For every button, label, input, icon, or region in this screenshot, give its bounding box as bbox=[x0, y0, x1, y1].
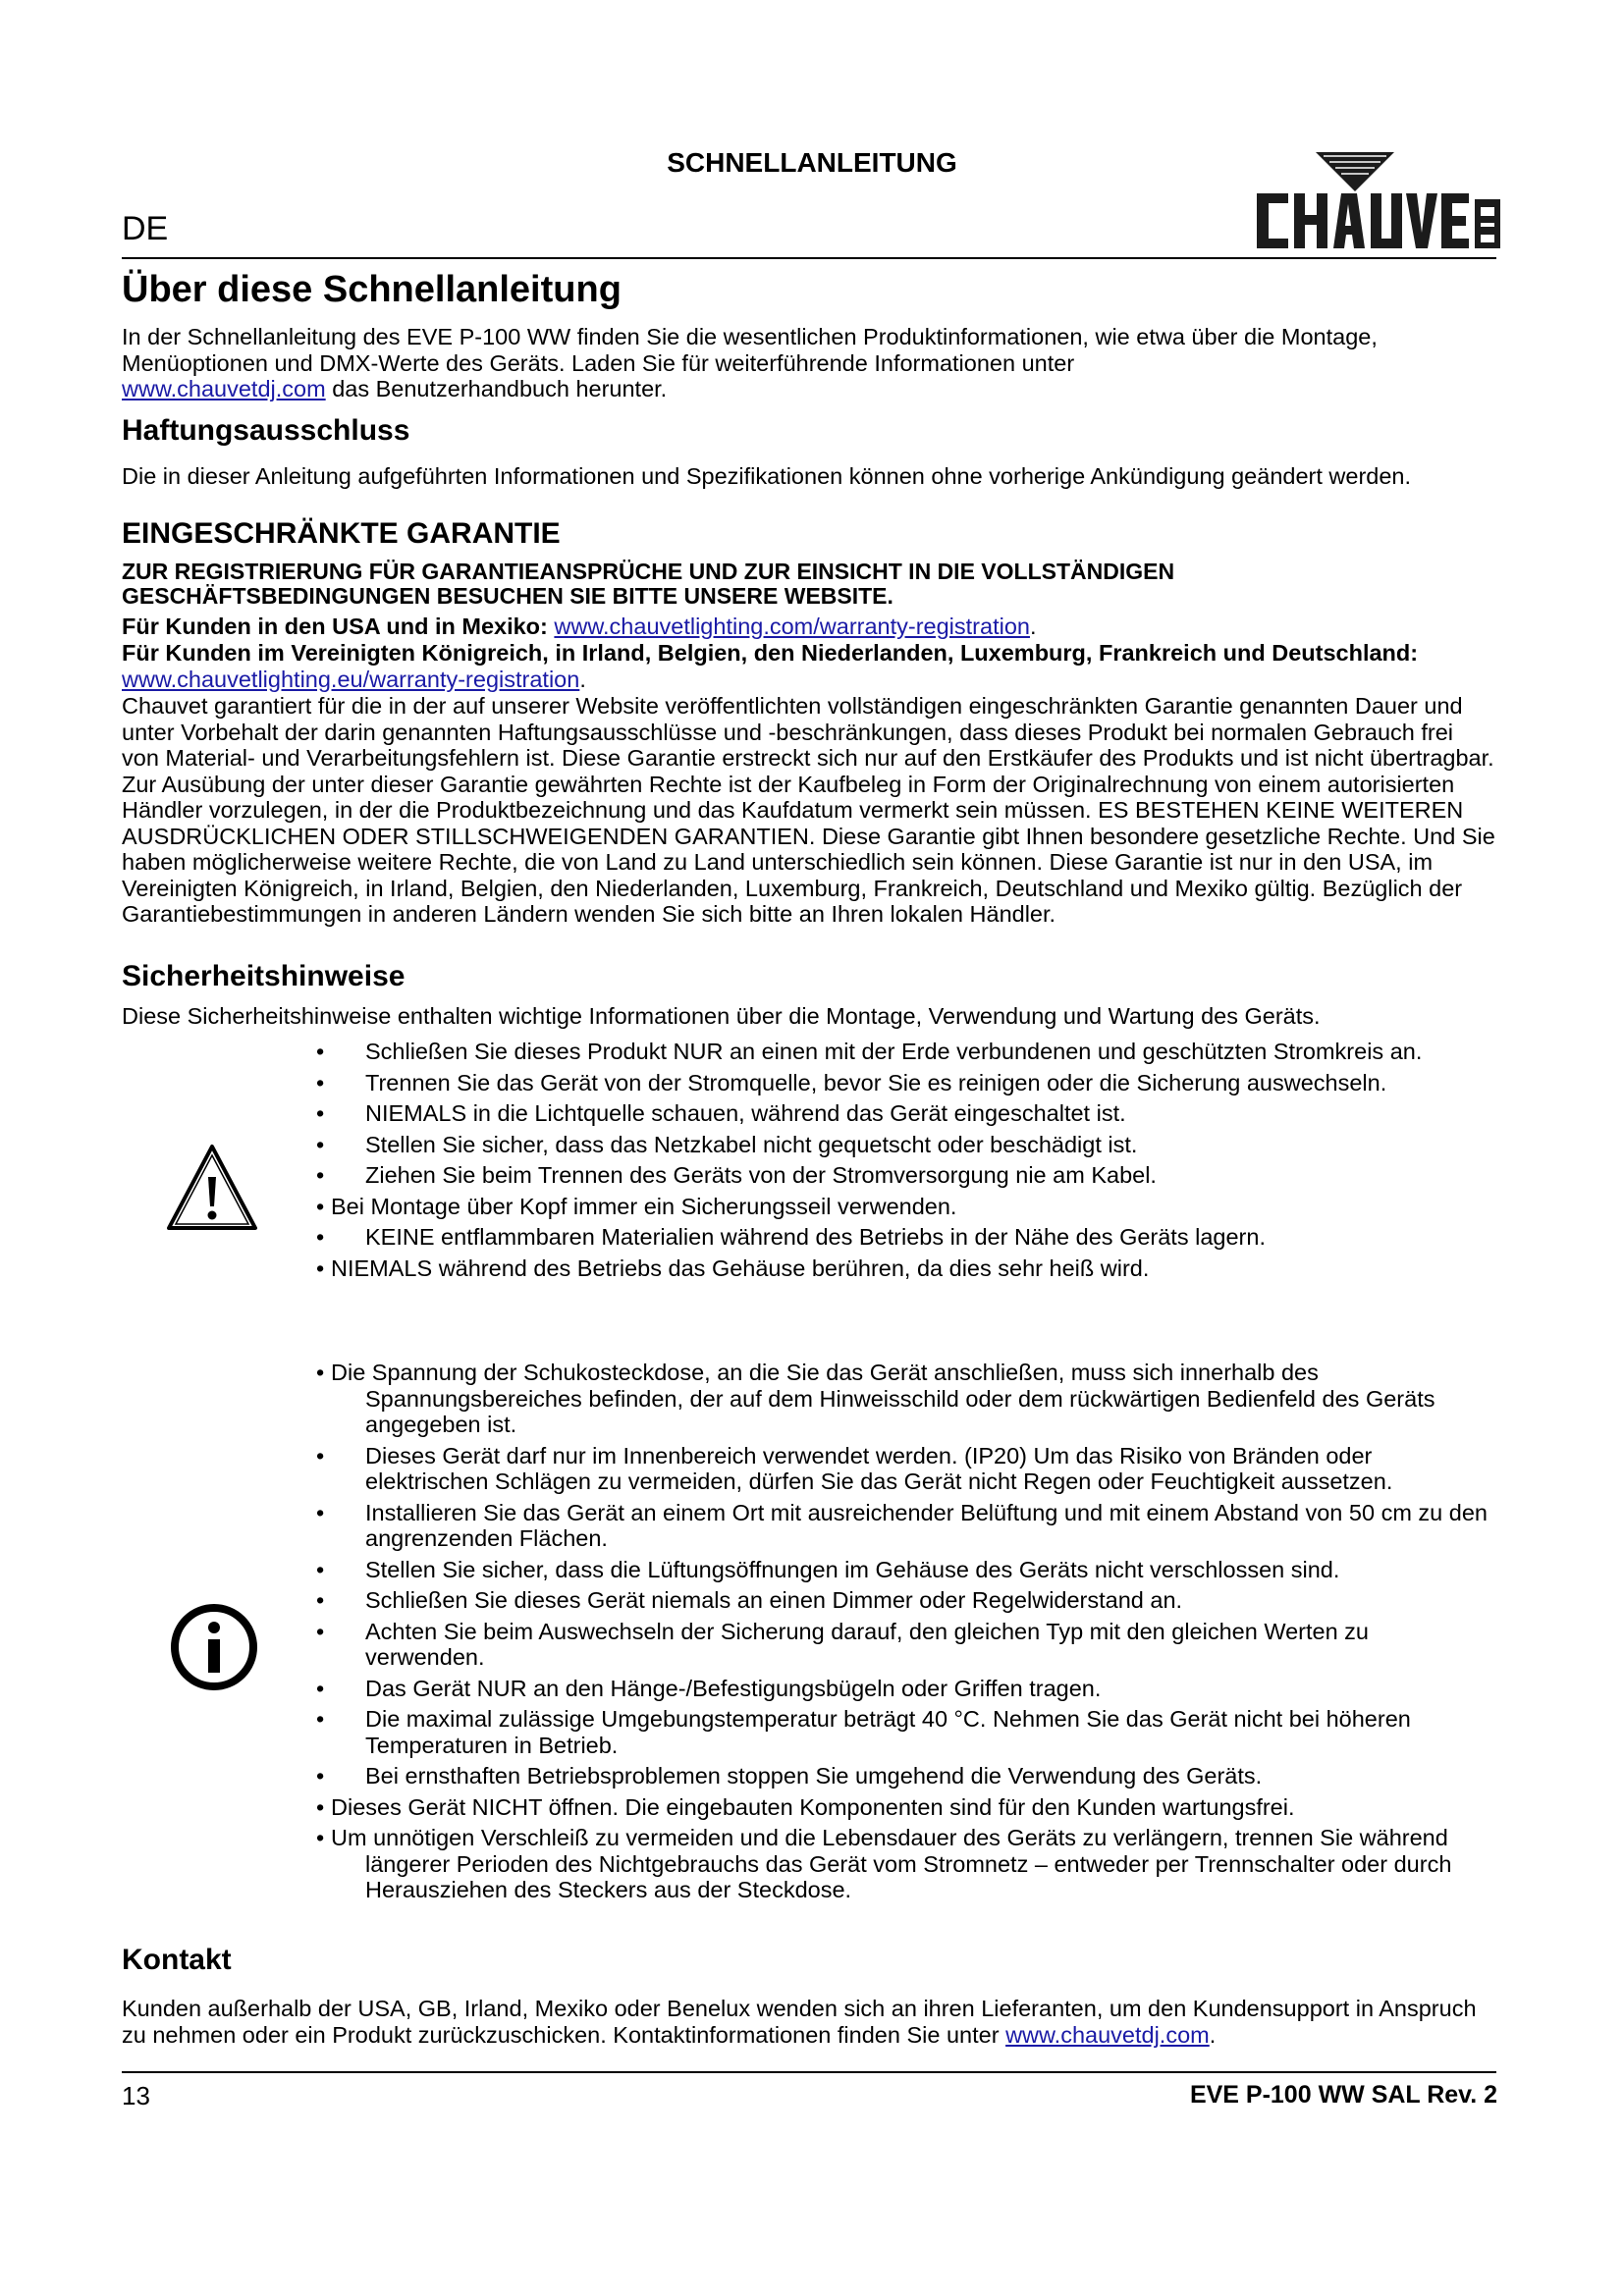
logo-chevron bbox=[1316, 152, 1394, 191]
warranty-eu-label: Für Kunden im Vereinigten Königreich, in Irland, Belgien, den Niederlanden, Luxemburg, Frankreich und Deutschland: bbox=[122, 640, 1419, 666]
warranty-eu-link[interactable]: www.chauvetlighting.eu/warranty-registration bbox=[122, 666, 580, 692]
warranty-usa-label: Für Kunden in den USA und in Mexiko: bbox=[122, 614, 548, 639]
contact-paragraph: Kunden außerhalb der USA, GB, Irland, Mexiko oder Benelux wenden sich an ihren Lieferanten, um den Kundensupport in Anspruch zu nehmen oder ein Produkt zurückzuschicken. Kontaktinformationen finden Sie unter www.chauvetdj.com. bbox=[122, 1996, 1477, 2048]
document-header-title: SCHNELLANLEITUNG bbox=[667, 147, 957, 178]
logo-dj-mark bbox=[1475, 199, 1500, 248]
contact-link[interactable]: www.chauvetdj.com bbox=[1005, 2021, 1210, 2048]
document-id: EVE P-100 WW SAL Rev. 2 bbox=[1189, 2081, 1497, 2109]
info-item: • Um unnötigen Verschleiß zu vermeiden und die Lebensdauer des Geräts zu verlängern, trennen Sie während längerer Perioden des Nichtgebrauchs das Gerät vom Stromnetz – entweder per Trennschalter oder durch Herausziehen des Steckers aus der Steckdose. bbox=[316, 1825, 1452, 1902]
page-number: 13 bbox=[122, 2081, 150, 2110]
chauvet-dj-logo bbox=[1247, 152, 1507, 255]
info-item: • Installieren Sie das Gerät an einem Ort mit ausreichender Belüftung und mit einem Abstand von 50 cm zu den angrenzenden Flächen. bbox=[316, 1500, 1494, 1552]
warranty-caps-notice: ZUR REGISTRIERUNG FÜR GARANTIEANSPRÜCHE UND ZUR EINSICHT IN DIE VOLLSTÄNDIGEN GESCHÄFTSBEDINGUNGEN BESUCHEN SIE BITTE UNSERE WEBSITE. bbox=[122, 559, 1175, 609]
warning-item: • NIEMALS während des Betriebs das Gehäuse berühren, da dies sehr heiß wird. bbox=[316, 1255, 1150, 1281]
warranty-eu-line: Für Kunden im Vereinigten Königreich, in Irland, Belgien, den Niederlanden, Luxemburg, Frankreich und Deutschland: www.chauvetlighting.eu/warranty-registration. bbox=[122, 640, 1419, 692]
info-list bbox=[316, 1360, 1494, 1908]
info-item: • Die Spannung der Schukosteckdose, an die Sie das Gerät anschließen, muss sich innerhalb des Spannungsbereiches befinden, der auf dem Hinweisschild oder dem rückwärtigen Bedienfeld des Geräts angegeben ist. bbox=[316, 1360, 1435, 1437]
warning-item: • NIEMALS in die Lichtquelle schauen, während das Gerät eingeschaltet ist. bbox=[316, 1100, 1494, 1127]
info-icon bbox=[167, 1600, 261, 1694]
info-item: • Das Gerät NUR an den Hänge-/Befestigungsbügeln oder Griffen tragen. bbox=[316, 1676, 1494, 1702]
language-code: DE bbox=[122, 210, 169, 247]
info-item: • Dieses Gerät darf nur im Innenbereich verwendet werden. (IP20) Um das Risiko von Bränden oder elektrischen Schlägen zu vermeiden, dürfen Sie das Gerät nicht Regen oder Feuchtigkeit aussetzen. bbox=[316, 1443, 1494, 1495]
info-item: • Bei ernsthaften Betriebsproblemen stoppen Sie umgehend die Verwendung des Geräts. bbox=[316, 1763, 1494, 1789]
intro-text: In der Schnellanleitung des EVE P-100 WW finden Sie die wesentlichen Produktinformationen, wie etwa über die Montage, Menüoptionen und DMX-Werte des Geräts. Laden Sie für weiterführende Informationen unter bbox=[122, 324, 1378, 376]
info-item: • Dieses Gerät NICHT öffnen. Die eingebauten Komponenten sind für den Kunden wartungsfrei. bbox=[316, 1793, 1295, 1820]
warning-item: • Stellen Sie sicher, dass das Netzkabel nicht gequetscht oder beschädigt ist. bbox=[316, 1132, 1494, 1158]
warning-list bbox=[316, 1039, 1494, 1286]
warranty-usa-line: Für Kunden in den USA und in Mexiko: www.chauvetlighting.com/warranty-registration. bbox=[122, 614, 1037, 639]
warranty-body: Chauvet garantiert für die in der auf unserer Website veröffentlichten vollständigen eingeschränkten Garantie genannten Dauer und unter Vorbehalt der darin genannten Haftungsausschlüsse und -beschränkungen, dass dieses Produkt bei normalen Gebrauch frei von Material- und Verarbeitungsfehlern ist. Diese Garantie erstreckt sich nur auf den Erstkäufer des Produkts und ist nicht übertragbar. Zur Ausübung der unter dieser Garantie gewährten Rechte ist der Kaufbeleg in Form der Originalrechnung von einem autorisierten Händler vorzulegen, in der die Produktbezeichnung und das Kaufdatum vermerkt sein müssen. ES BESTEHEN KEINE WEITEREN AUSDRÜCKLICHEN ODER STILLSCHWEIGENDEN GARANTIEN. Diese Garantie gibt Ihnen besondere gesetzliche Rechte. Und Sie haben möglicherweise weitere Rechte, die von Land zu Land unterschiedlich sein können. Diese Garantie ist nur in den USA, im Vereinigten Königreich, in Irland, Belgien, den Niederlanden, Luxemburg, Frankreich, Deutschland und Mexiko gültig. Bezüglich der Garantiebestimmungen in anderen Ländern wenden Sie sich bitte an Ihren lokalen Händler. bbox=[122, 693, 1495, 927]
intro-heading: Über diese Schnellanleitung bbox=[122, 269, 622, 310]
info-item: • Die maximal zulässige Umgebungstemperatur beträgt 40 °C. Nehmen Sie das Gerät nicht bei höheren Temperaturen in Betrieb. bbox=[316, 1706, 1494, 1758]
warning-item: • Trennen Sie das Gerät von der Stromquelle, bevor Sie es reinigen oder die Sicherung auswechseln. bbox=[316, 1070, 1494, 1096]
intro-paragraph bbox=[122, 324, 1496, 402]
disclaimer-heading: Haftungsausschluss bbox=[122, 414, 410, 447]
warning-item: • Ziehen Sie beim Trennen des Geräts von der Stromversorgung nie am Kabel. bbox=[316, 1162, 1494, 1189]
disclaimer-text: Die in dieser Anleitung aufgeführten Informationen und Spezifikationen können ohne vorherige Ankündigung geändert werden. bbox=[122, 463, 1412, 489]
safety-heading: Sicherheitshinweise bbox=[122, 960, 406, 992]
footer-rule bbox=[122, 2071, 1496, 2073]
warning-item: • Bei Montage über Kopf immer ein Sicherungsseil verwenden. bbox=[316, 1193, 957, 1219]
chauvetdj-link[interactable]: www.chauvetdj.com bbox=[122, 376, 326, 401]
warranty-usa-link[interactable]: www.chauvetlighting.com/warranty-registration bbox=[554, 614, 1030, 639]
safety-intro: Diese Sicherheitshinweise enthalten wichtige Informationen über die Montage, Verwendung und Wartung des Geräts. bbox=[122, 1003, 1321, 1029]
contact-text: Kunden außerhalb der USA, GB, Irland, Mexiko oder Benelux wenden sich an ihren Lieferanten, um den Kundensupport in Anspruch zu nehmen oder ein Produkt zurückzuschicken. Kontaktinformationen finden Sie unter bbox=[122, 1996, 1477, 2048]
info-item: • Schließen Sie dieses Gerät niemals an einen Dimmer oder Regelwiderstand an. bbox=[316, 1587, 1494, 1614]
warning-item: • KEINE entflammbaren Materialien während des Betriebs in der Nähe des Geräts lagern. bbox=[316, 1224, 1494, 1251]
header-rule bbox=[122, 257, 1496, 259]
intro-text-end: das Benutzerhandbuch herunter. bbox=[325, 376, 668, 401]
warning-triangle-icon bbox=[165, 1142, 259, 1236]
warranty-heading: EINGESCHRÄNKTE GARANTIE bbox=[122, 517, 561, 550]
contact-heading: Kontakt bbox=[122, 1944, 232, 1976]
info-item: • Stellen Sie sicher, dass die Lüftungsöffnungen im Gehäuse des Geräts nicht verschlossen sind. bbox=[316, 1557, 1494, 1583]
warning-item: • Schließen Sie dieses Produkt NUR an einen mit der Erde verbundenen und geschützten Stromkreis an. bbox=[316, 1039, 1494, 1065]
info-item: • Achten Sie beim Auswechseln der Sicherung darauf, den gleichen Typ mit den gleichen Werten zu verwenden. bbox=[316, 1619, 1494, 1671]
